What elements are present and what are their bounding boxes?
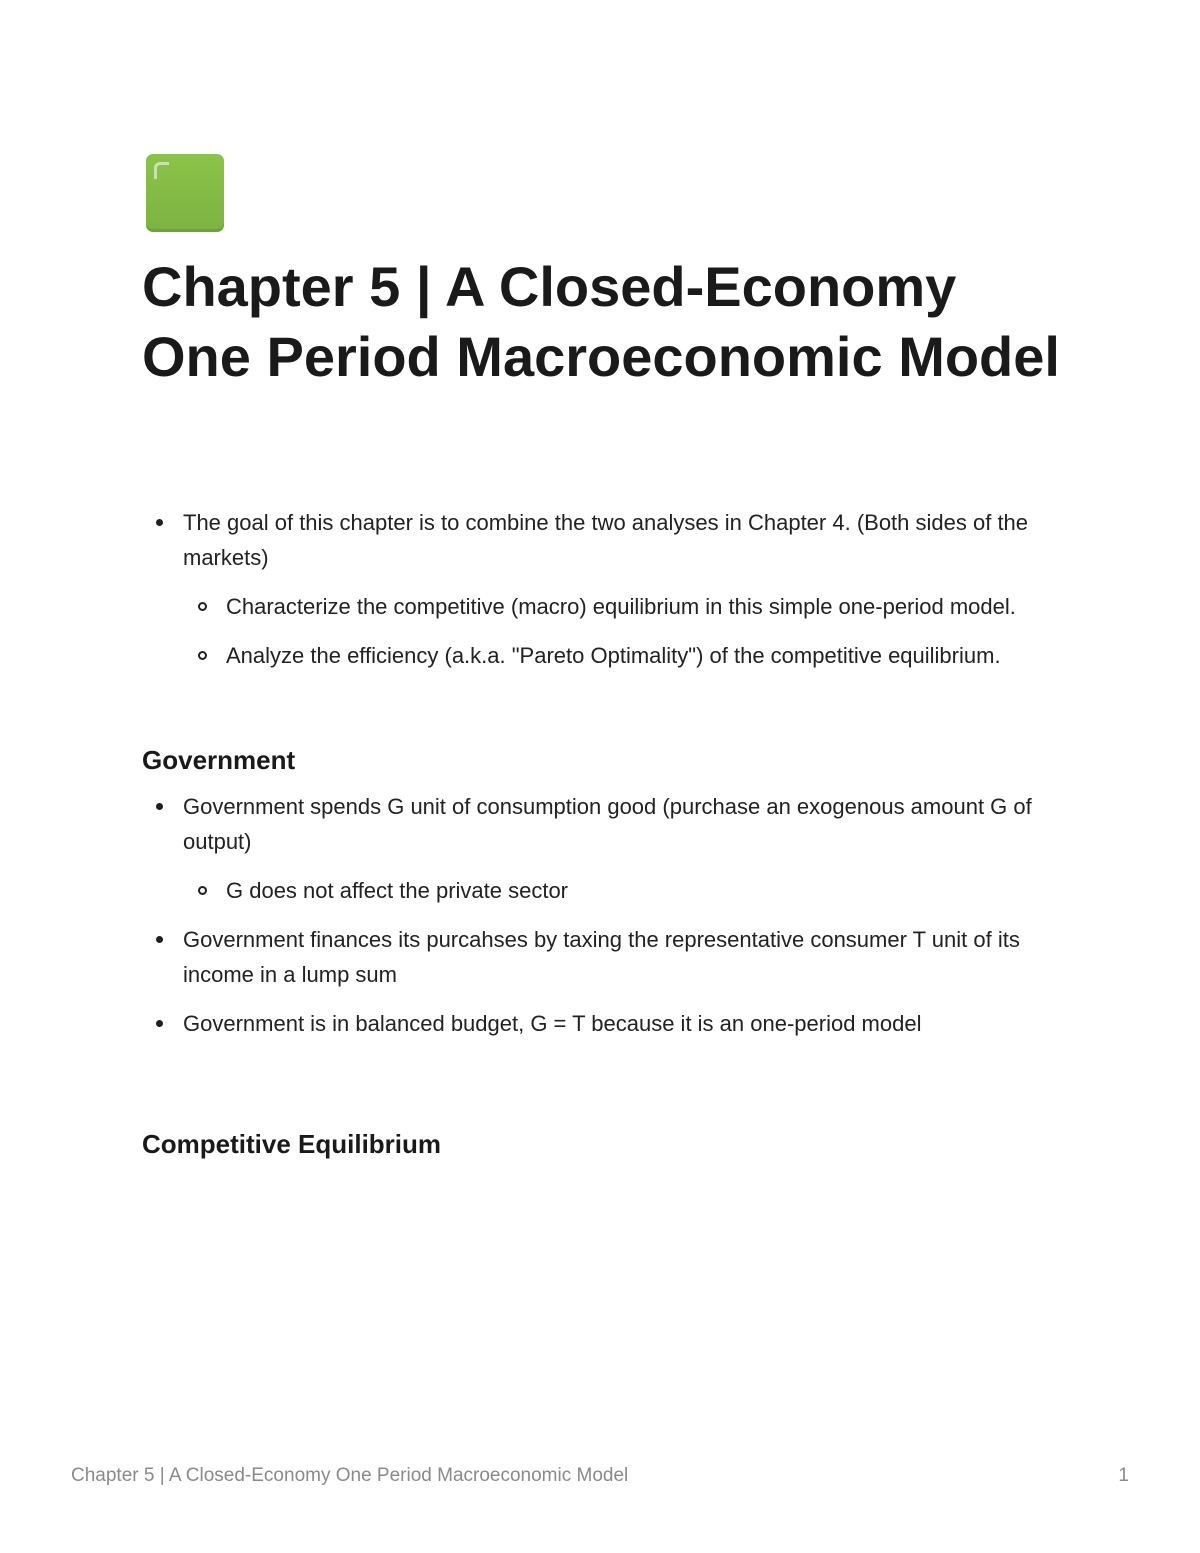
government-bullet-finances: Government finances its purcahses by taxing the representative consumer T unit of its income in a lump sum: [142, 922, 1062, 992]
footer-page-number: 1: [1118, 1465, 1129, 1486]
intro-sub-characterize: Characterize the competitive (macro) equilibrium in this simple one-period model.: [183, 589, 1062, 624]
government-list: [142, 789, 1062, 1041]
section-heading-government: Government: [142, 745, 296, 775]
footer-title: Chapter 5 | A Closed-Economy One Period Macroeconomic Model: [71, 1465, 629, 1486]
page-content: [142, 505, 1062, 1161]
section-heading-competitive-equilibrium: Competitive Equilibrium: [142, 1129, 442, 1159]
government-sub-private-sector: G does not affect the private sector: [183, 873, 1062, 908]
intro-sub-analyze: Analyze the efficiency (a.k.a. "Pareto Optimality") of the competitive equilibrium.: [183, 638, 1062, 673]
intro-list: [142, 505, 1062, 673]
page-title: Chapter 5 | A Closed-Economy One Period Macroeconomic Model: [142, 255, 1060, 388]
intro-bullet-goal: [142, 505, 1062, 673]
government-bullet-balanced-budget: Government is in balanced budget, G = T because it is an one-period model: [142, 1006, 1062, 1041]
intro-sub-list: [183, 589, 1062, 673]
intro-bullet-goal-text: The goal of this chapter is to combine the two analyses in Chapter 4. (Both sides of the markets): [183, 510, 1029, 570]
green-square-icon: [146, 154, 224, 232]
government-sub-list: [183, 873, 1062, 908]
government-bullet-spends-text: Government spends G unit of consumption good (purchase an exogenous amount G of output): [183, 794, 1032, 854]
government-bullet-spends: [142, 789, 1062, 908]
